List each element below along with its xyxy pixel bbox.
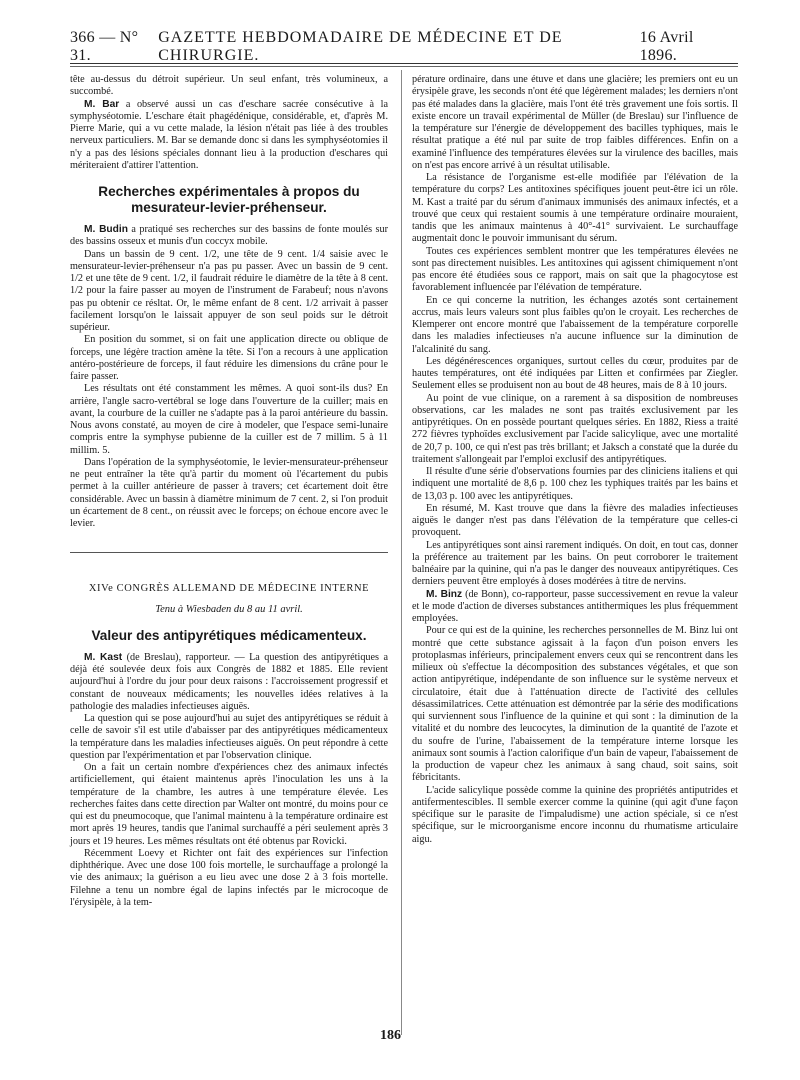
paragraph: Les antipyrétiques sont ainsi rarement indiqués. On doit, en tout cas, donner la préférence au traitement par les bains. On peut corroborer le traitement balnéaire par la quinine, qui n'a pas le danger des nouveaux antipyrétiques. Ces derniers peuvent être employés à doses modérées à titre de nervins. (412, 539, 738, 588)
paragraph: En résumé, M. Kast trouve que dans la fièvre des maladies infectieuses aiguës le danger n'est pas dans l'élévation de la température que celles-ci provoquent. (412, 502, 738, 539)
paragraph (70, 652, 388, 713)
section-heading: Recherches expérimentales à propos du mesurateur-levier-préhenseur. (98, 184, 360, 215)
congress-title: XIVe CONGRÈS ALLEMAND DE MÉDECINE INTERNE (88, 583, 370, 595)
speaker-name: M. Budin (84, 224, 128, 235)
section-divider (70, 552, 388, 553)
column-separator (401, 70, 402, 1035)
paragraph: Il résulte d'une série d'observations fournies par des cliniciens italiens et qui indiquent une mortalité de 8,6 p. 100 chez les typhiques traités par les bains et de 13,03 p. 100 avec les antipyrétiques. (412, 466, 738, 502)
page-number: 366 — N° 31. (70, 29, 139, 64)
paragraph: L'acide salicylique possède comme la quinine des propriétés antiputrides et antifermentescibles. Il semble exercer comme la quinine (qui agit d'une façon spécifique sur le parasite de l'impaludisme) une action spéciale, si ce n'est spécifique, sur le microorganisme encore inconnu du rhumatisme articulaire aigu. (412, 784, 738, 845)
paragraph: Les dégénérescences organiques, surtout celles du cœur, produites par de hautes températures, ont été indiquées par Litten et confirmées par Ziegler. Seulement elles se produisent non au bout de 48 heures, mais de 8 à 10 jours. (412, 355, 738, 392)
running-header (70, 29, 730, 64)
section-heading: Valeur des antipyrétiques médicamenteux. (91, 627, 367, 643)
paragraph: Toutes ces expériences semblent montrer que les températures élevées ne sont pas directement nuisibles. Les antitoxines qui agissent chimiquement n'ont pas encore été étudiées sous ce rapport, mais on sait que la phagocytose est favorablement influencée par l'élévation de température. (412, 245, 738, 294)
header-rule-thin (70, 66, 738, 67)
left-column (70, 74, 388, 909)
paragraph: tête au-dessus du détroit supérieur. Un seul enfant, très volumineux, a succombé. (70, 74, 388, 98)
speaker-name: M. Bar (84, 98, 120, 110)
paragraph: La question qui se pose aujourd'hui au sujet des antipyrétiques se réduit à celle de savoir s'il est utile d'abaisser par des antipyrétiques médicamenteux la température dans les maladies infectieuses aiguës. On peut répondre à cette question par l'expérimentation et par l'observation clinique. (70, 713, 388, 761)
paragraph-text: (de Breslau), rapporteur. — La question des antipyrétiques a déjà été soulevée deux fois aux Congrès de 1882 et 1885. Elle revient aujourd'hui à l'ordre du jour pour deux raisons : l'accroissement progressif et constant de nouveaux médicaments; les nouvelles idées relatives à la pathologie des maladies infectieuses aiguës. (70, 651, 388, 712)
journal-title: GAZETTE HEBDOMADAIRE DE MÉDECINE ET DE CHIRURGIE. (158, 29, 563, 64)
paragraph: En position du sommet, si on fait une application directe ou oblique de forceps, une légère traction amène la tête. Si l'on a recours à une application antéro-postérieure de forceps, il faut réduire les dimensions du crâne pour le faire passer. (70, 334, 388, 382)
paragraph: Pour ce qui est de la quinine, les recherches personnelles de M. Binz lui ont montré que cette substance agissait à la façon d'un poison envers les protoplasmas inférieurs, principalement envers ceux qui se rencontrent dans les milieux où s'effectue la décomposition des substances végétales, et que son action antipyrétique, indépendante de son influence sur le système nerveux et circulatoire, était due à l'atténuation directe de l'activité des cellules désassimilatrices. Cette atténuation est démontrée par la série des modifications qui surviennent sous l'influence de la quinine et qui sont : la diminution de la vitalité et du nombre des leucocytes, la diminution de la quantité de l'azote et du soufre de l'urine, l'abaissement de la température interne lorsque les animaux sont soumis à l'action calorifique d'un bain de vapeur, l'abaissement de la production de vapeur chez les animaux à sang chaud, soit sains, soit fébricitants. (412, 625, 738, 784)
paragraph: On a fait un certain nombre d'expériences chez des animaux infectés artificiellement, qui étaient maintenus après l'inoculation les uns à la température de la chambre, les autres à une température élevée. Les recherches faites dans cette direction par Walter ont montré, du moins pour ce qui est du pneumocoque, que l'animal maintenu à la température ordinaire est mort après 19 heures, tandis que l'animal surchauffé a péri seulement après 3 jours et 19 heures. Les mêmes résultats ont été obtenus par Rovicki. (70, 762, 388, 847)
issue-date: 16 Avril 1896. (639, 29, 694, 64)
speaker-name: M. Binz (426, 588, 463, 600)
paragraph-text: a pratiqué ses recherches sur des bassins de fonte moulés sur des bassins osseux et munis d'un coccyx mobile. (70, 224, 388, 248)
paragraph (412, 589, 738, 626)
paragraph: Dans l'opération de la symphyséotomie, le levier-mensurateur-préhenseur ne peut entraîner la tête qu'à partir du moment où l'écartement du pubis permet à la cuiller antérieure de passer à travers; cet écartement doit être considérable. Avec un bassin à diamètre minimum de 7 cent. 2, si l'on produit un écartement de 8 cent., on réussit avec le forceps; on échoue encore avec le levier. (70, 456, 388, 529)
folio-number: 186 (380, 1028, 401, 1043)
paragraph (70, 99, 388, 173)
paragraph: La résistance de l'organisme est-elle modifiée par l'élévation de la température du corps? Les antitoxines spécifiques jouent peut-être ici un rôle. M. Kast a traité par du sérum d'animaux immunisés des animaux infectés, et a trouvé que ceux qui restaient soumis à une température ordinaire mouraient, tandis que les animaux maintenus à 40°-41° survivaient. Le surchauffage augmentait donc le pouvoir immunisant du sérum. (412, 172, 738, 245)
paragraph (70, 224, 388, 249)
paragraph: Récemment Loevy et Richter ont fait des expériences sur l'infection diphthérique. Avec une dose 100 fois mortelle, le surchauffage a prolongé la vie des animaux; la guérison a eu lieu avec une dose 2 à 3 fois mortelle. Filehne a tenu un nombre égal de lapins infectés par le microcoque de l'érysipèle, à la tem- (70, 847, 388, 908)
paragraph: Les résultats ont été constamment les mêmes. A quoi sont-ils dus? En arrière, l'angle sacro-vertébral se loge dans l'ouverture de la cuiller; mais en avant, la courbure de la cuiller ne s'adapte pas à la paroi antérieure du bassin. Nous avons constaté, au moyen de cire à modeler, que l'espace semi-lunaire compris entre la symphyse pubienne de la cuiller est de 7 millim. 5 à 11 millim. 5. (70, 383, 388, 456)
paragraph: Dans un bassin de 9 cent. 1/2, une tête de 9 cent. 1/4 saisie avec le mensurateur-levier-préhenseur n'a pas pu passer. Avec un bassin de 9 cent. 1/2 et une tête de 9 cent. 1/2, il faudrait réduire le diamètre de la tête à 8 cent. 1/2 pour la faire passer au moyen de l'instrument de Farabeuf; nous n'avons pas pu obtenir ce résltat. Or, le même enfant de 8 cent. 1/2 arrivait à passer facilement lorsqu'on le laissait appuyer de son seul poids sur le détroit supérieur. (70, 248, 388, 333)
right-column (412, 74, 738, 846)
paragraph-text: a observé aussi un cas d'eschare sacrée consécutive à la symphyséotomie. L'eschare était phagédénique, considérable, et, d'après M. Pierre Marie, qui a vu cette malade, la lésion n'était pas liée à des troubles nerveux particuliers. M. Bar se demande donc si dans les symphyséotomies il n'y a pas des lésions spéciales donnant lieu à la production d'eschares qui mériteraient d'attirer l'attention. (70, 98, 388, 171)
paragraph: pérature ordinaire, dans une étuve et dans une glacière; les premiers ont eu un érysipèle grave, les seconds n'ont été que légèrement malades; les derniers n'ont pas été malades dans la glacière, mais l'ont été très gravement une fois sortis. Il existe encore un travail expérimental de Müller (de Breslau) sur l'influence de la température sur l'énergie de développement des bacilles typhiques, mais le résultat pratique a été nul par suite de trop faibles différences. Enfin on a examiné l'influence des températures élevées sur la virulence des bacilles, mais on n'est pas encore arrivé à un résultat utilisable. (412, 74, 738, 171)
paragraph: En ce qui concerne la nutrition, les échanges azotés sont certainement accrus, mais leurs valeurs sont plus faibles qu'on le croyait. Les recherches de Klemperer ont encore montré que l'abaissement de la température corporelle dans les maladies infectieuses n'a aucune influence sur la diminution de l'alcalinité du sang. (412, 294, 738, 355)
paragraph: Au point de vue clinique, on a rarement à sa disposition de nombreuses observations, car les malades ne sont pas traités exclusivement par les antipyrétiques. On en possède pourtant quelques séries. En 1882, Riess a traité 272 fièvres typhoïdes exclusivement par l'acide salicylique, avec une mortalité de 20,7 p. 100, ce qui n'est pas très brillant; et Jaksch a constaté que la durée du traitement s'allongeait par l'emploi exclusif des antipyrétiques. (412, 392, 738, 465)
paragraph-text: (de Bonn), co-rapporteur, passe successivement en revue la valeur et le mode d'action de diverses substances antithermiques les plus fréquemment employées. (412, 588, 739, 624)
header-rule (70, 63, 738, 64)
congress-subtitle: Tenu à Wiesbaden du 8 au 11 avril. (155, 603, 303, 615)
speaker-name: M. Kast (84, 651, 123, 663)
